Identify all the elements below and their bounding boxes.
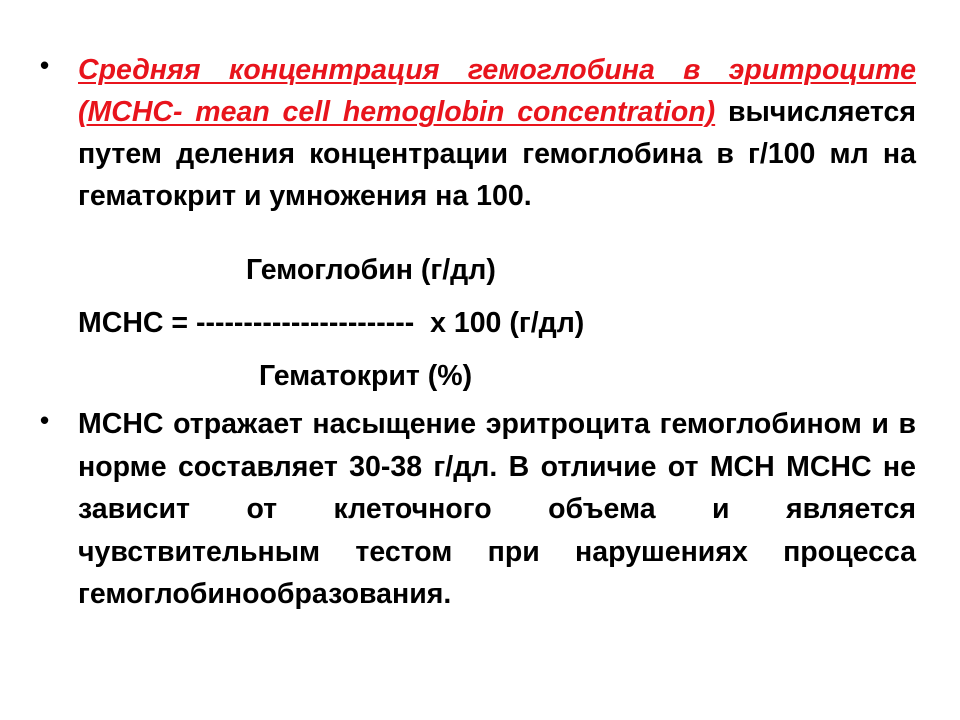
mchc-definition-text: вычисляется путем деления концентрации гемоглобина в г/100 мл на гематокрит и умножения на 100. <box>78 96 916 212</box>
bullet-mchc-meaning <box>78 403 916 616</box>
formula-main-line: МСНС = ----------------------- х 100 (г/дл) <box>78 307 585 339</box>
mchc-term-highlight: Средняя концентрация гемоглобина в эритроците (MCHC- mean cell hemoglobin concentration) <box>78 54 916 128</box>
bullet-marker-first: • <box>40 50 50 80</box>
mchc-meaning-text: МСНС отражает насыщение эритроцита гемоглобином и в норме составляет 30-38 г/дл. В отличие от МСН МСНС не зависит от клеточного объема и является чувствительным тестом при нарушениях процесса гемоглобинообразования. <box>78 408 916 610</box>
formula-denominator: Гематокрит (%) <box>259 360 473 392</box>
bullet-marker-second: • <box>40 405 50 435</box>
bullet-mchc-definition <box>78 49 916 217</box>
formula-numerator: Гемоглобин (г/дл) <box>246 254 496 286</box>
